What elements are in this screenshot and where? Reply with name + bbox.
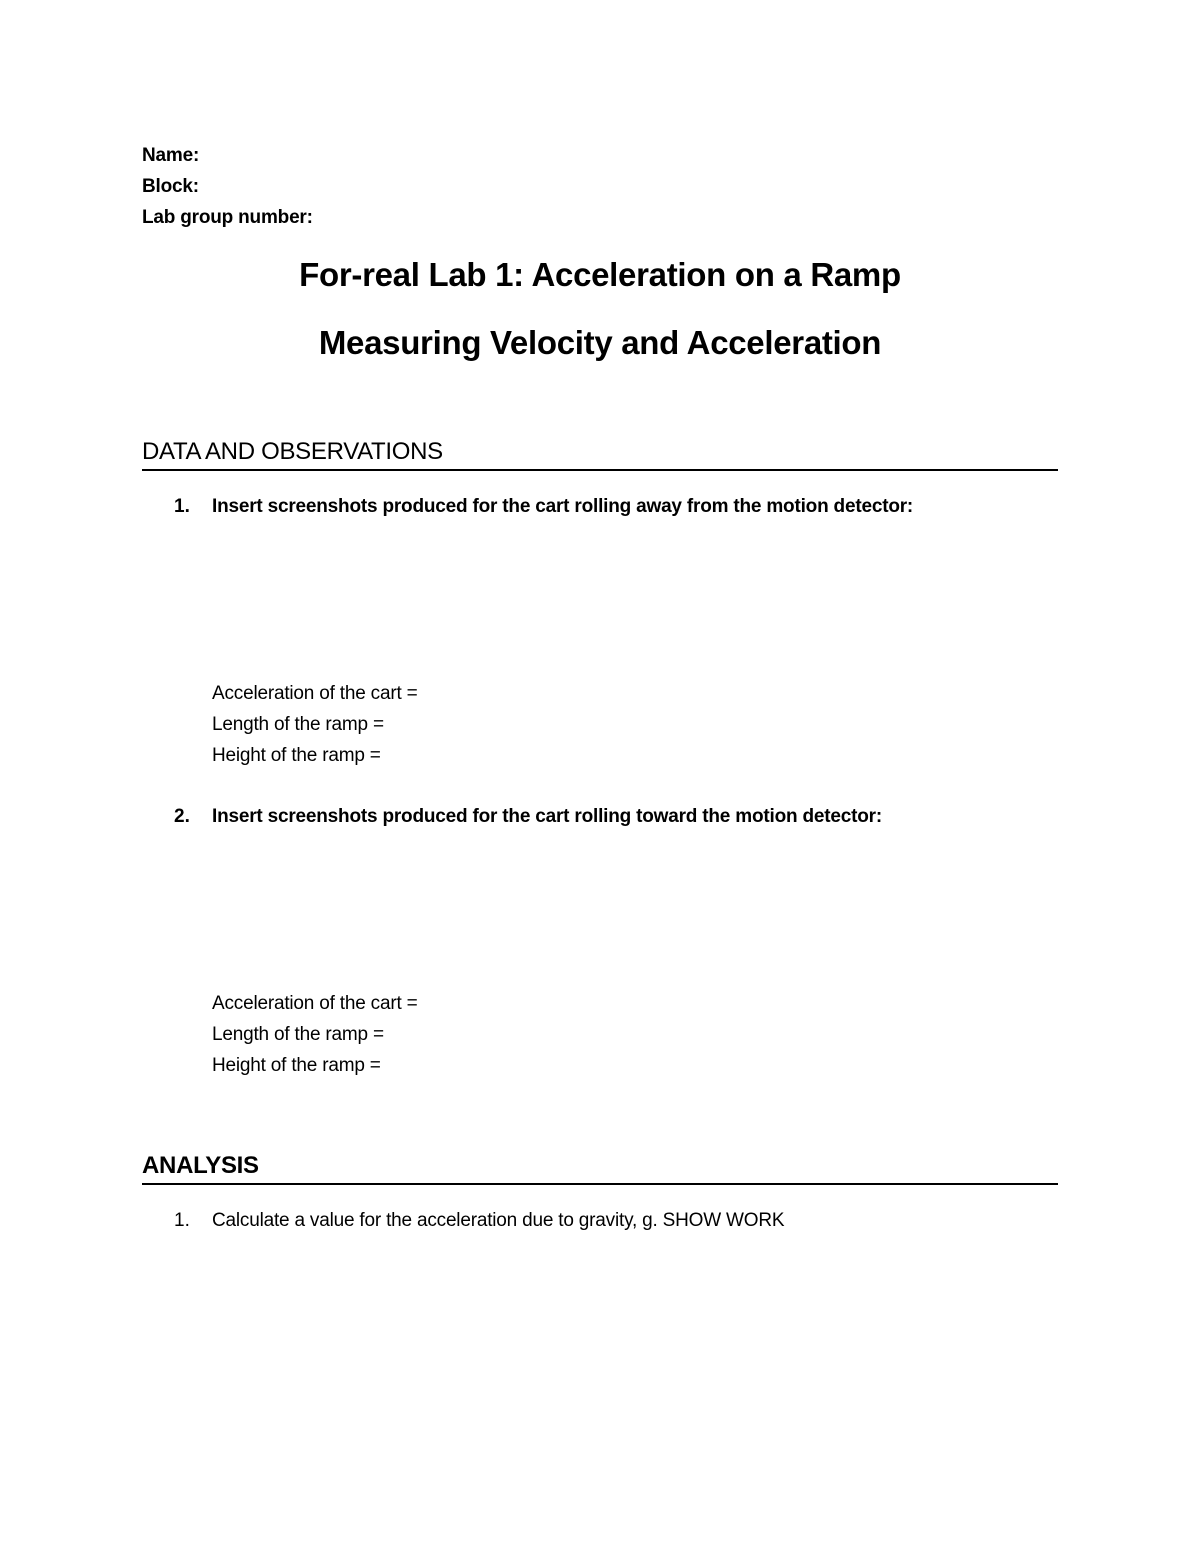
- data-item-1-length-field: Length of the ramp =: [212, 714, 384, 735]
- data-item-2-height-field: Height of the ramp =: [212, 1055, 381, 1076]
- data-item-1-acceleration-field: Acceleration of the cart =: [212, 683, 418, 704]
- data-item-2-prompt: Insert screenshots produced for the cart rolling toward the motion detector:: [212, 806, 882, 827]
- data-item-2-acceleration-field: Acceleration of the cart =: [212, 993, 418, 1014]
- data-item-1-prompt: Insert screenshots produced for the cart rolling away from the motion detector:: [212, 496, 914, 517]
- analysis-item-1-prompt: Calculate a value for the acceleration due to gravity, g. SHOW WORK: [212, 1210, 785, 1231]
- data-section-heading: DATA AND OBSERVATIONS: [142, 438, 1058, 471]
- lab-group-label: Lab group number:: [142, 207, 313, 228]
- page-subtitle: Measuring Velocity and Acceleration: [318, 324, 882, 361]
- block-label: Block:: [142, 176, 199, 197]
- data-item-1-number: 1.: [174, 496, 190, 517]
- page-title: For-real Lab 1: Acceleration on a Ramp: [299, 256, 901, 293]
- data-item-2-length-field: Length of the ramp =: [212, 1024, 384, 1045]
- name-label: Name:: [142, 145, 200, 166]
- data-item-1-height-field: Height of the ramp =: [212, 745, 381, 766]
- data-item-2-number: 2.: [174, 806, 190, 827]
- analysis-item-1-number: 1.: [174, 1210, 190, 1231]
- analysis-section-heading: ANALYSIS: [142, 1152, 1058, 1185]
